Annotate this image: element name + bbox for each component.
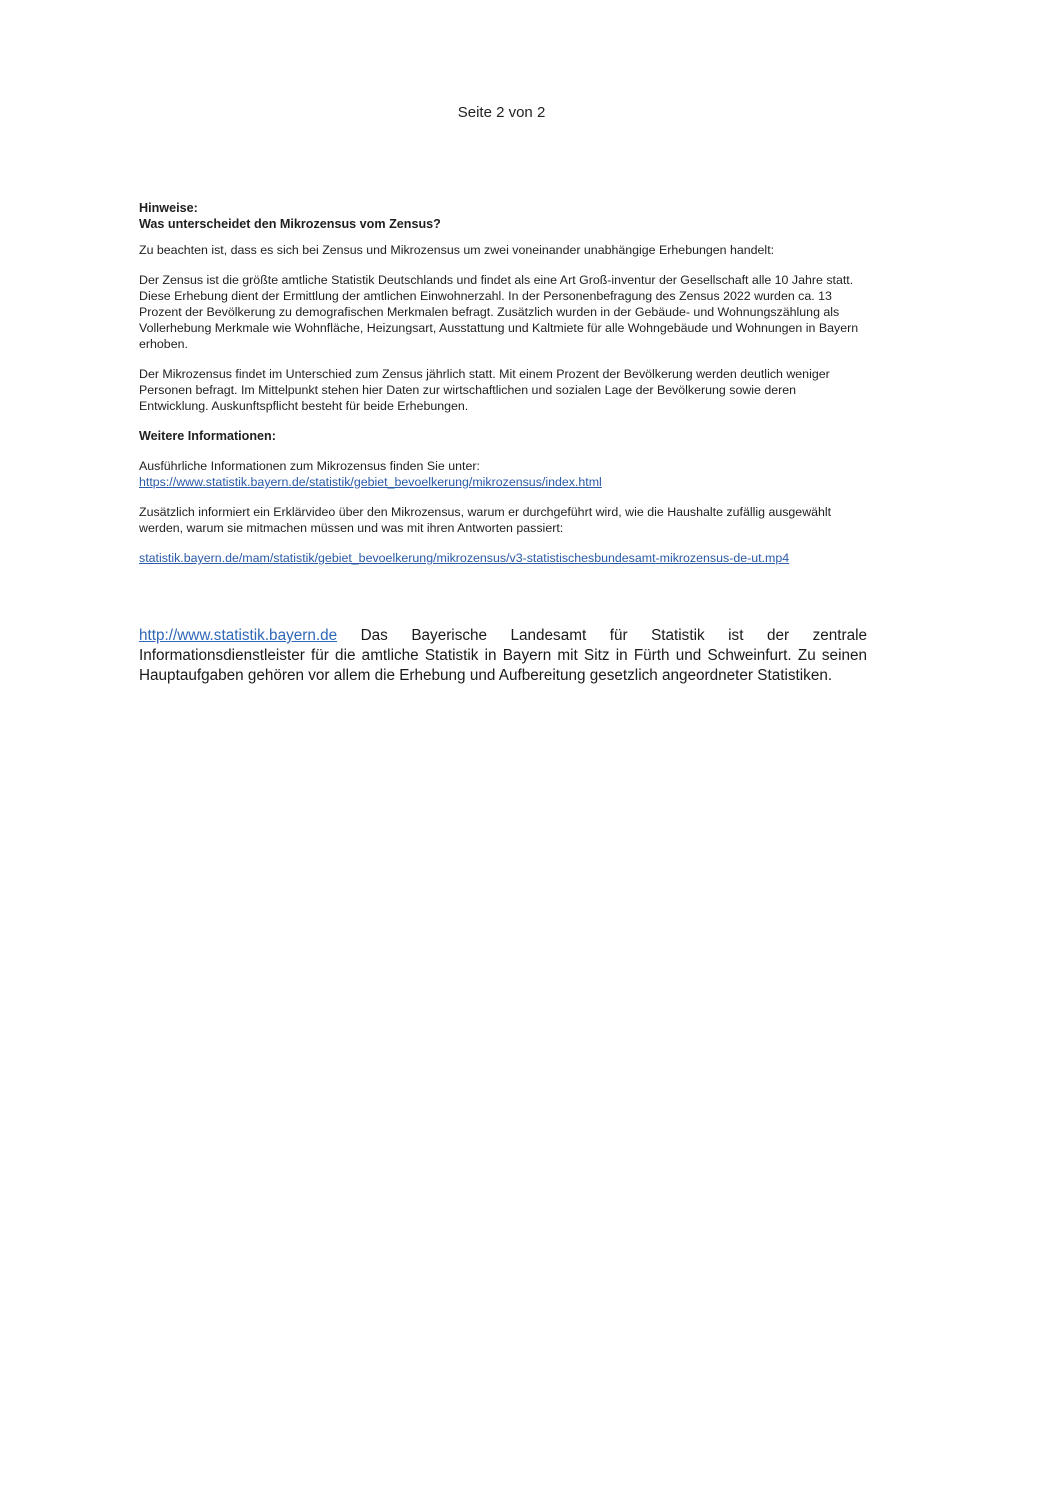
video-description: Zusätzlich informiert ein Erklärvideo über den Mikrozensus, warum er durchgeführt wird, wie die Haushalte zufällig ausgewählt werden, warum sie mitmachen müssen und was mit ihren Antworten passiert:	[139, 505, 832, 535]
video-link[interactable]: statistik.bayern.de/mam/statistik/gebiet_bevoelkerung/mikrozensus/v3-statistischesbundesamt-mikrozensus-de-ut.mp4	[139, 551, 790, 565]
notes-question: Was unterscheidet den Mikrozensus vom Zensus?	[139, 217, 441, 231]
page-number: Seite 2 von 2	[457, 104, 546, 121]
statistik-bayern-link[interactable]: http://www.statistik.bayern.de	[139, 627, 338, 644]
footer-text: Das Bayerische Landesamt für Statistik ist der zentrale Informationsdienstleister für die amtliche Statistik in Bayern mit Sitz in Fürth und Schweinfurt. Zu seinen Hauptaufgaben gehören vor allem die Erhebung und Aufbereitung gesetzlich angeordneter Statistiken.	[139, 627, 867, 684]
mikrozensus-index-link[interactable]: https://www.statistik.bayern.de/statistik/gebiet_bevoelkerung/mikrozensus/index.html	[139, 475, 602, 489]
more-info-intro: Ausführliche Informationen zum Mikrozensus finden Sie unter:	[139, 459, 480, 473]
zensus-paragraph: Der Zensus ist die größte amtliche Statistik Deutschlands und findet als eine Art Groß-inventur der Gesellschaft alle 10 Jahre statt. Diese Erhebung dient der Ermittlung der amtlichen Einwohnerzahl. In der Personenbefragung des Zensus 2022 wurden ca. 13 Prozent der Bevölkerung zu demografischen Merkmalen befragt. Zusätzlich wurden in der Gebäude- und Wohnungszählung als Vollerhebung Merkmale wie Wohnfläche, Heizungsart, Ausstattung und Kaltmiete für alle Wohngebäude und Wohnungen in Bayern erhoben.	[139, 273, 859, 351]
notes-intro: Zu beachten ist, dass es sich bei Zensus und Mikrozensus um zwei voneinander unabhängige Erhebungen handelt:	[139, 243, 775, 257]
more-info-heading: Weitere Informationen:	[139, 429, 276, 443]
mikrozensus-paragraph: Der Mikrozensus findet im Unterschied zum Zensus jährlich statt. Mit einem Prozent der Bevölkerung werden deutlich weniger Personen befragt. Im Mittelpunkt stehen hier Daten zur wirtschaftlichen und sozialen Lage der Bevölkerung sowie deren Entwicklung. Auskunftspflicht besteht für beide Erhebungen.	[139, 367, 830, 413]
notes-heading: Hinweise:	[139, 201, 198, 215]
footer-statement	[139, 626, 867, 686]
document-body	[139, 200, 867, 566]
